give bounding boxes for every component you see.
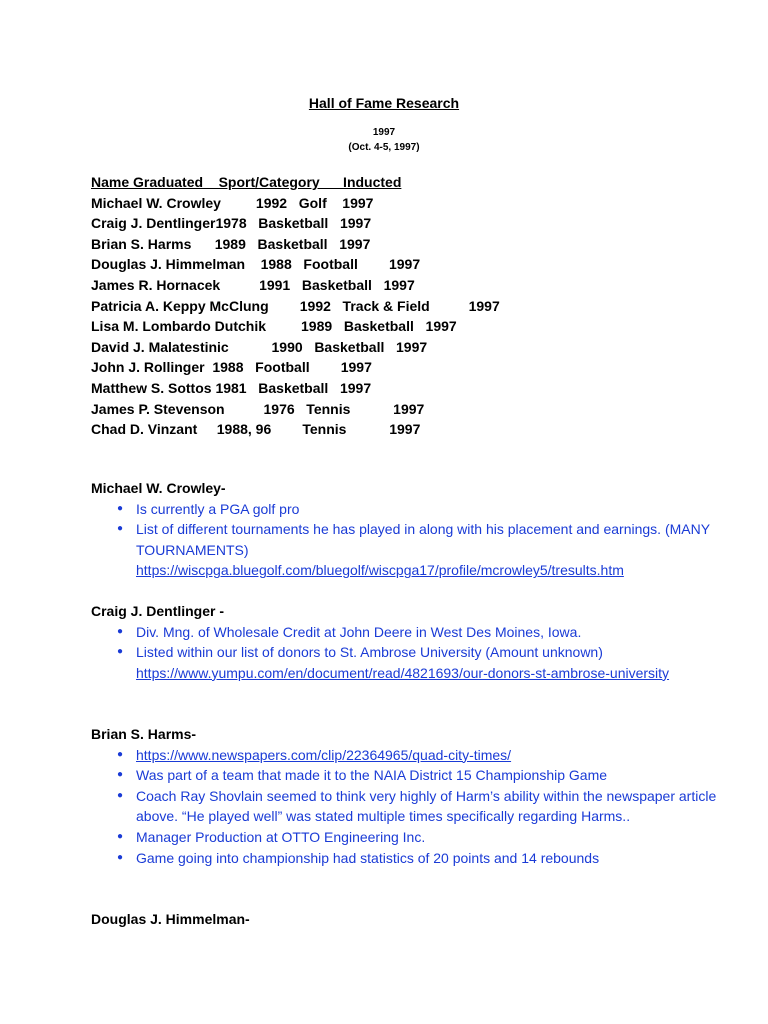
bullet-icon: ●: [117, 830, 124, 842]
table-row: Matthew S. Sottos 1981 Basketball 1997: [91, 379, 372, 396]
crowley-results-link[interactable]: https://wiscpga.bluegolf.com/bluegolf/wiscpga17/profile/mcrowley5/tresults.htm: [136, 562, 624, 579]
induction-date-range: (Oct. 4-5, 1997): [348, 142, 420, 153]
table-row: Patricia A. Keppy McClung 1992 Track & Field 1997: [91, 297, 500, 314]
dentlinger-donors-link[interactable]: https://www.yumpu.com/en/document/read/4821693/our-donors-st-ambrose-university: [136, 664, 670, 681]
induction-year: 1997: [372, 127, 396, 138]
bullet-icon: ●: [117, 789, 124, 801]
harms-newspaper-link[interactable]: https://www.newspapers.com/clip/22364965/quad-city-times/: [136, 746, 512, 763]
table-row: Brian S. Harms 1989 Basketball 1997: [91, 235, 371, 252]
bullet-icon: ●: [117, 646, 124, 658]
section-heading: Brian S. Harms-: [91, 726, 197, 742]
bullet-icon: ●: [117, 769, 124, 781]
list-item: ● Manager Production at OTTO Engineering Inc.: [91, 827, 718, 848]
section-crowley: [91, 478, 731, 581]
section-heading: Craig J. Dentlinger -: [91, 603, 225, 619]
list-item: ● Listed within our list of donors to St. Ambrose University (Amount unknown) https://www.yumpu.com/en/document/read/4821693/our-donors-st-ambrose-university: [91, 642, 718, 683]
bullet-list: [91, 622, 731, 684]
table-row: Douglas J. Himmelman 1988 Football 1997: [91, 256, 421, 273]
table-row: Chad D. Vinzant 1988, 96 Tennis 1997: [91, 421, 421, 438]
list-item: [91, 745, 718, 766]
table-row: Michael W. Crowley 1992 Golf 1997: [91, 194, 374, 211]
section-heading: Douglas J. Himmelman-: [91, 911, 250, 927]
table-row: Craig J. Dentlinger1978 Basketball 1997: [91, 215, 372, 232]
table-row: David J. Malatestinic 1990 Basketball 1997: [91, 338, 428, 355]
table-header: Name Graduated Sport/Category Inducted: [91, 174, 402, 190]
table-row: James R. Hornacek 1991 Basketball 1997: [91, 276, 415, 293]
table-row: Lisa M. Lombardo Dutchik 1989 Basketball 1997: [91, 318, 457, 335]
inductee-table: [91, 172, 500, 440]
table-row: John J. Rollinger 1988 Football 1997: [91, 359, 372, 376]
list-item: ● Coach Ray Shovlain seemed to think very highly of Harm’s ability within the newspaper article above. “He played well” was stated multiple times specifically regarding Harms..: [117, 787, 717, 825]
bullet-list: [91, 745, 731, 869]
list-item: ● Was part of a team that made it to the NAIA District 15 Championship Game: [91, 765, 718, 786]
list-item: ● List of different tournaments he has played in along with his placement and earnings. (MANY TOURNAMENTS) https://wiscpga.bluegolf.com/bluegolf/wiscpga17/profile/mcrowley5/tresults.htm: [91, 519, 718, 581]
bullet-icon: ●: [117, 523, 124, 535]
list-item: ● Div. Mng. of Wholesale Credit at John Deere in West Des Moines, Iowa.: [91, 622, 718, 643]
section-himmelman: [91, 909, 731, 930]
bullet-icon: ●: [117, 625, 124, 637]
list-item: ● Game going into championship had statistics of 20 points and 14 rebounds: [91, 848, 718, 869]
bullet-list: [91, 499, 731, 581]
section-harms: [91, 724, 731, 868]
bullet-icon: ●: [117, 851, 124, 863]
section-dentlinger: [91, 601, 731, 683]
table-row: James P. Stevenson 1976 Tennis 1997: [91, 400, 425, 417]
bullet-icon: ●: [117, 502, 124, 514]
bullet-icon: ●: [117, 748, 124, 760]
page-title: Hall of Fame Research: [308, 95, 460, 111]
section-heading: Michael W. Crowley-: [91, 480, 226, 496]
list-item: ● Is currently a PGA golf pro: [91, 499, 718, 520]
